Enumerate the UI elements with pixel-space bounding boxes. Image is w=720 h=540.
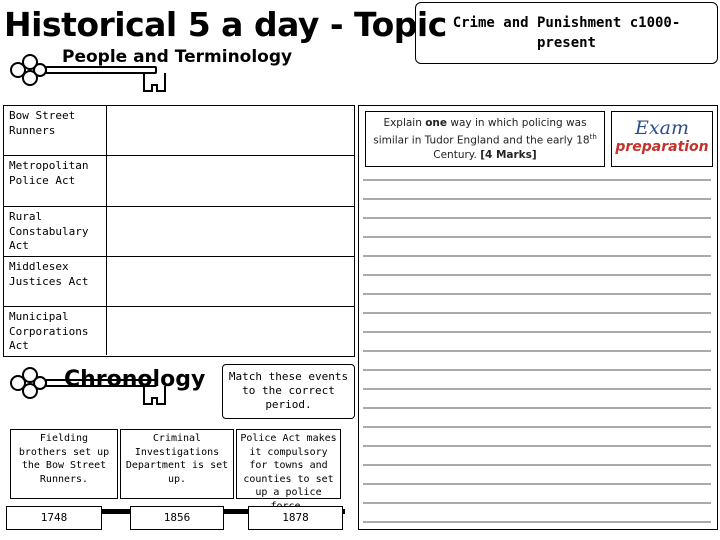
topic-box bbox=[415, 2, 718, 64]
question-marks: [4 Marks] bbox=[480, 148, 537, 161]
date-box[interactable]: 1748 bbox=[6, 506, 102, 530]
answer-panel bbox=[358, 105, 718, 530]
term-definition-field[interactable] bbox=[108, 106, 354, 155]
term-label: Metropolitan Police Act bbox=[4, 156, 107, 206]
date-box[interactable]: 1878 bbox=[248, 506, 343, 530]
table-row bbox=[4, 257, 354, 307]
term-label: Bow Street Runners bbox=[4, 106, 107, 155]
question-emphasis: one bbox=[425, 117, 448, 129]
question-text: Explain bbox=[383, 117, 426, 129]
question-superscript: th bbox=[589, 133, 597, 141]
topic-text: Crime and Punishment c1000-present bbox=[452, 15, 681, 51]
logo-preparation-word: preparation bbox=[615, 139, 709, 155]
page-title: Historical 5 a day - Topic bbox=[4, 5, 447, 44]
term-label: Middlesex Justices Act bbox=[4, 257, 107, 306]
page-subtitle: People and Terminology bbox=[62, 47, 293, 67]
exam-preparation-logo bbox=[611, 111, 713, 167]
table-row bbox=[4, 307, 354, 355]
term-definition-field[interactable] bbox=[108, 307, 354, 355]
question-text: way in which policing was similar in Tudor England and the early 18 bbox=[373, 117, 590, 147]
table-row bbox=[4, 156, 354, 207]
date-box[interactable]: 1856 bbox=[130, 506, 224, 530]
match-instruction: Match these events to the correct period. bbox=[222, 364, 355, 419]
term-definition-field[interactable] bbox=[108, 207, 354, 256]
table-row bbox=[4, 207, 354, 257]
event-card[interactable]: Fielding brothers set up the Bow Street Runners. bbox=[10, 429, 118, 499]
chronology-title: Chronology bbox=[64, 367, 206, 392]
term-definition-field[interactable] bbox=[108, 156, 354, 206]
event-card[interactable]: Police Act makes it compulsory for towns and counties to set up a police bbox=[236, 429, 341, 499]
term-label: Municipal Corporations Act bbox=[4, 307, 107, 355]
event-card[interactable]: Criminal Investigations Department is set up. bbox=[120, 429, 234, 499]
terminology-table bbox=[3, 105, 355, 357]
term-label: Rural Constabulary Act bbox=[4, 207, 107, 256]
logo-exam-word: Exam bbox=[635, 117, 689, 139]
answer-writing-lines[interactable] bbox=[363, 168, 711, 528]
table-row bbox=[4, 106, 354, 156]
question-text: Century. bbox=[433, 148, 481, 161]
term-definition-field[interactable] bbox=[108, 257, 354, 306]
exam-question bbox=[365, 111, 605, 167]
